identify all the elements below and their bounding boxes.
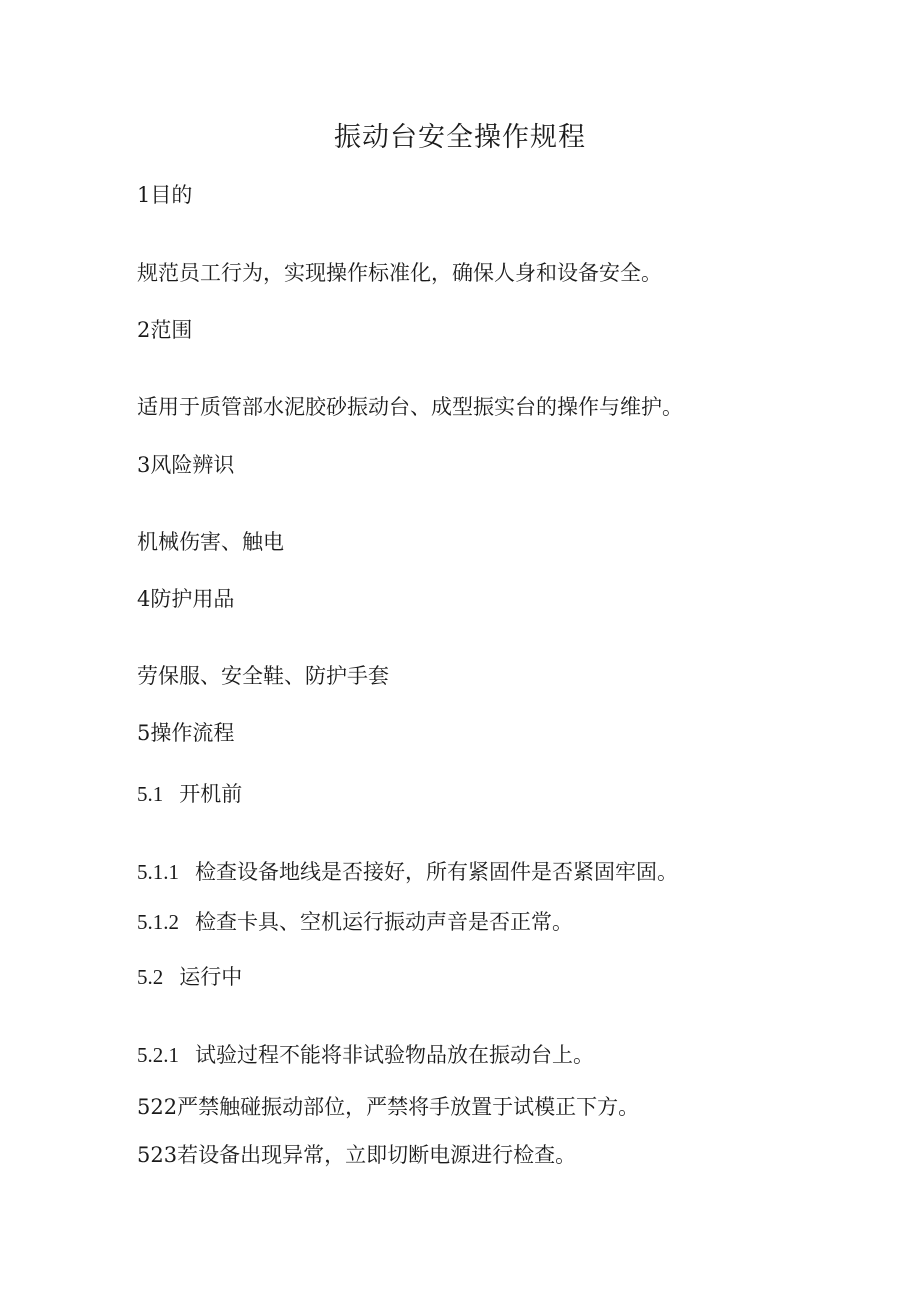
section-purpose-heading: 1目的: [137, 183, 193, 207]
item-text: 检查卡具、空机运行振动声音是否正常。: [195, 910, 573, 934]
item-5-2-2: 522严禁触碰振动部位，严禁将手放置于试模正下方。: [137, 1095, 640, 1119]
item-text: 试验过程不能将非试验物品放在振动台上。: [195, 1043, 594, 1067]
section-ppe-text: 劳保服、安全鞋、防护手套: [137, 664, 389, 688]
item-number: 5.1.1: [137, 860, 179, 884]
subsection-label: 运行中: [179, 965, 243, 989]
item-5-1-2: [137, 907, 573, 937]
section-scope-heading: 2范围: [137, 318, 193, 342]
item-5-2-1: [137, 1040, 594, 1070]
subsection-5-1: [137, 779, 242, 809]
item-number: 5.1.2: [137, 910, 179, 934]
section-process-heading: 5操作流程: [137, 721, 235, 745]
item-number: 5.2.1: [137, 1043, 179, 1067]
subsection-number: 5.1: [137, 782, 164, 806]
section-purpose-text: 规范员工行为，实现操作标准化，确保人身和设备安全。: [137, 261, 662, 285]
subsection-number: 5.2: [137, 965, 164, 989]
item-5-1-1: [137, 857, 678, 887]
item-5-2-3: 523若设备出现异常，立即切断电源进行检查。: [137, 1143, 577, 1167]
section-ppe-heading: 4防护用品: [137, 587, 235, 611]
section-risk-text: 机械伤害、触电: [137, 530, 284, 554]
subsection-5-2: [137, 962, 242, 992]
item-text: 检查设备地线是否接好，所有紧固件是否紧固牢固。: [195, 860, 678, 884]
section-scope-text: 适用于质管部水泥胶砂振动台、成型振实台的操作与维护。: [137, 395, 683, 419]
section-risk-heading: 3风险辨识: [137, 453, 235, 477]
subsection-label: 开机前: [179, 782, 243, 806]
document-title: 振动台安全操作规程: [334, 122, 586, 153]
